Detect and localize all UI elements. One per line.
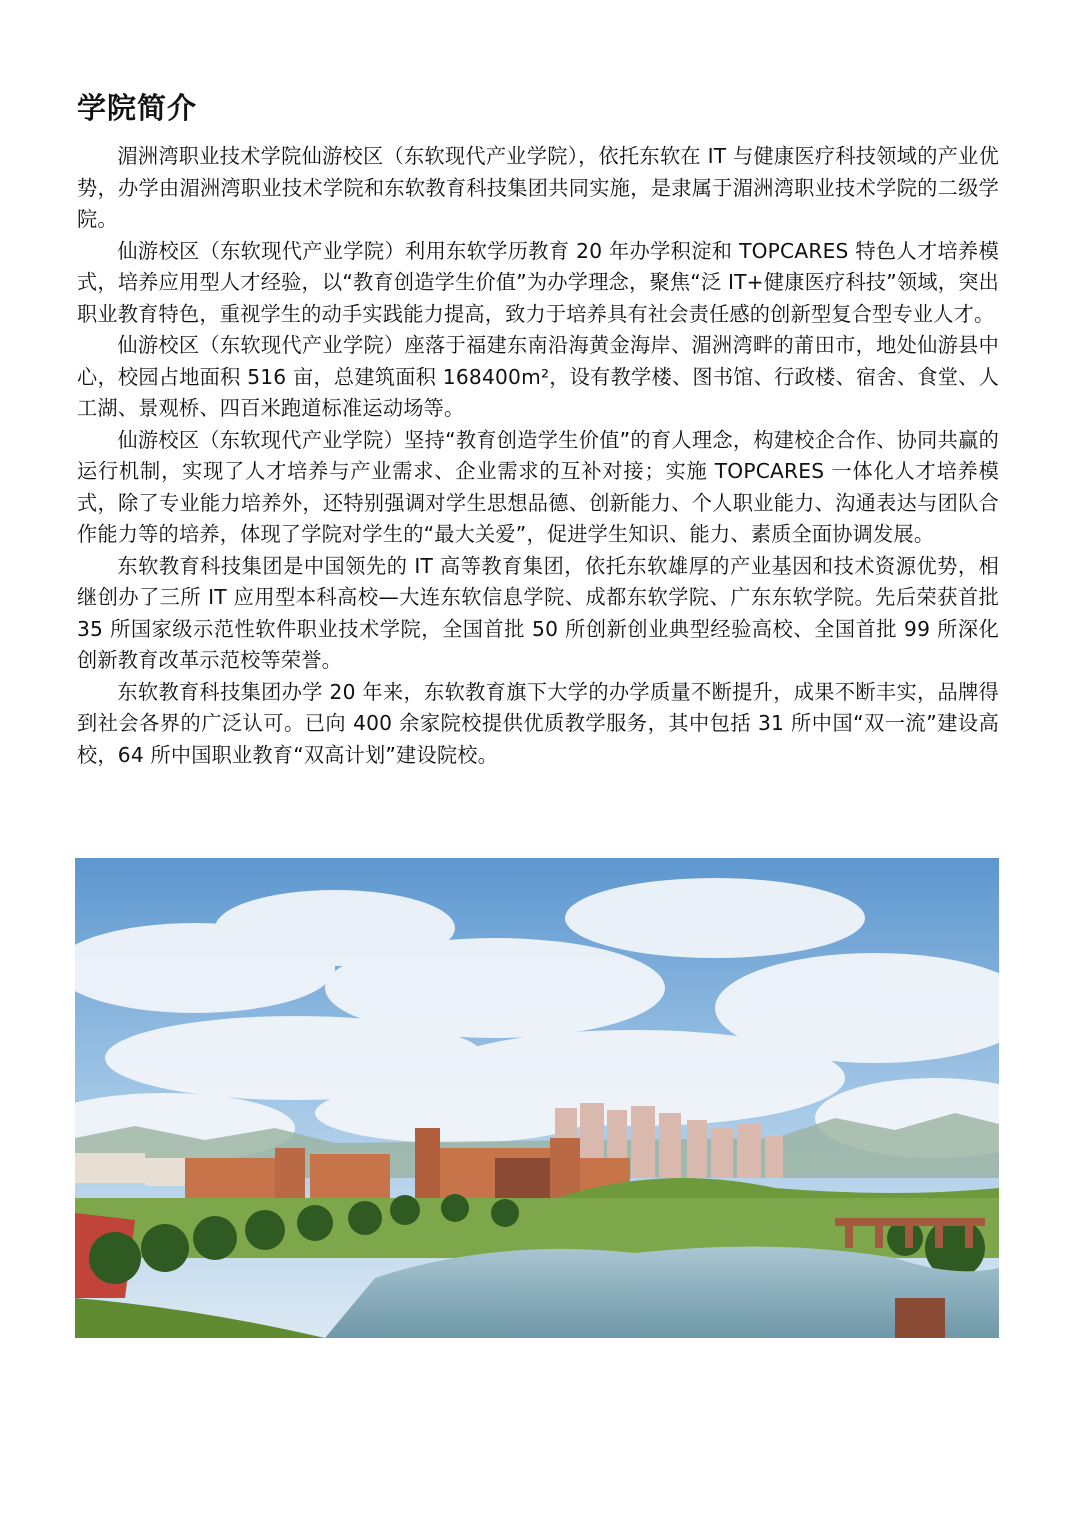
page-title: 学院简介 [77,91,198,125]
paragraph: 东软教育科技集团是中国领先的 IT 高等教育集团，依托东软雄厚的产业基因和技术资源优势，相继创办了三所 IT 应用型本科高校—大连东软信息学院、成都东软学院、广东东软学院。先后荣获首批 35 所国家级示范性软件职业技术学院，全国首批 50 所创新创业典型经验高校、全国首批 99 所深化创新教育改革示范校等荣誉。 [77,553,999,672]
paragraph: 东软教育科技集团办学 20 年来，东软教育旗下大学的办学质量不断提升，成果不断丰实，品牌得到社会各界的广泛认可。已向 400 余家院校提供优质教学服务，其中包括 31 所中国“双一流”建设高校，64 所中国职业教育“双高计划”建设院校。 [77,679,999,767]
paragraph: 仙游校区（东软现代产业学院）利用东软学历教育 20 年办学积淀和 TOPCARES 特色人才培养模式，培养应用型人才经验，以“教育创造学生价值”为办学理念，聚焦“泛 IT+健康医疗科技”领域，突出职业教育特色，重视学生的动手实践能力提高，致力于培养具有社会责任感的创新型复合型专业人才。 [77,238,999,326]
campus-panorama-photo [75,858,999,1338]
intro-body [77,141,999,771]
pavilion [895,1298,945,1338]
paragraph: 仙游校区（东软现代产业学院）座落于福建东南沿海黄金海岸、湄洲湾畔的莆田市，地处仙游县中心，校园占地面积 516 亩，总建筑面积 168400m²，设有教学楼、图书馆、行政楼、宿舍、食堂、人工湖、景观桥、四百米跑道标准运动场等。 [77,333,999,420]
paragraph: 仙游校区（东软现代产业学院）坚持“教育创造学生价值”的育人理念，构建校企合作、协同共赢的运行机制，实现了人才培养与产业需求、企业需求的互补对接；实施 TOPCARES 一体化人才培养模式，除了专业能力培养外，还特别强调对学生思想品德、创新能力、个人职业能力、沟通表达与团队合作能力等的培养，体现了学院对学生的“最大关爱”，促进学生知识、能力、素质全面协调发展。 [77,427,999,546]
paragraph: 湄洲湾职业技术学院仙游校区（东软现代产业学院），依托东软在 IT 与健康医疗科技领域的产业优势，办学由湄洲湾职业技术学院和东软教育科技集团共同实施，是隶属于湄洲湾职业技术学院的二级学院。 [77,144,999,231]
